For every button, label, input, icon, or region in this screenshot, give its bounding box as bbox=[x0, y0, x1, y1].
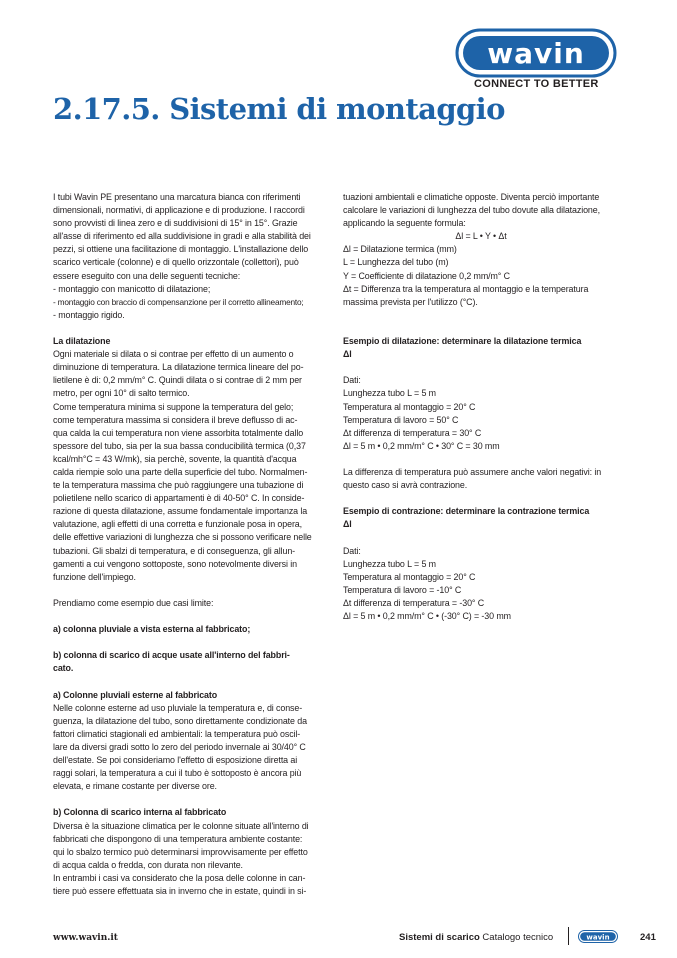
text-line: tuazioni ambientali e climatiche opposte. Diventa perciò importante bbox=[343, 192, 600, 202]
left-column bbox=[53, 191, 329, 898]
text-line: tiere può essere effettuata sia in inverno che in estate, quindi in si- bbox=[53, 885, 307, 896]
text-line: questo caso si avrà contrazione. bbox=[343, 480, 468, 491]
text-line: calcolare le variazioni di lunghezza del tubo dovute alla dilatazione, bbox=[343, 205, 600, 216]
data-line: Dati: bbox=[343, 375, 361, 386]
data-line: Lunghezza tubo L = 5 m bbox=[343, 388, 436, 399]
section-heading: La dilatazione bbox=[53, 336, 111, 347]
data-line: Dati: bbox=[343, 545, 361, 556]
text-line: fattori climatici stagionali ed ambientali: la temperatura può oscil- bbox=[53, 728, 301, 739]
text-line: cato. bbox=[53, 663, 74, 674]
definition-line: Δl = Dilatazione termica (mm) bbox=[343, 244, 457, 255]
section-a-paragraph bbox=[53, 702, 329, 794]
wavin-logo bbox=[455, 28, 617, 78]
text-line: Come temperatura minima si suppone la temperatura del gelo; bbox=[53, 401, 294, 412]
definition-line: Δt = Differenza tra la temperatura al montaggio e la temperatura bbox=[343, 283, 589, 294]
text-line: funzione dell'impiego. bbox=[53, 571, 136, 582]
text-line: diminuzione di temperatura. La dilatazione termica lineare del po- bbox=[53, 362, 304, 373]
definition-line: L = Lunghezza del tubo (m) bbox=[343, 257, 449, 268]
dilatation-formula: Δl = L • Y • Δt bbox=[455, 231, 507, 242]
text-line: tubazioni. Gli sbalzi di temperatura, e di conseguenza, gli allun- bbox=[53, 545, 296, 556]
text-line: elevata, e rimane costante per diverse ore. bbox=[53, 781, 217, 792]
text-line: scarico verticale (colonne) e di quello orizzontale (collettori), può bbox=[53, 257, 299, 268]
list-item: - montaggio con braccio di compensanzione per il corretto allineamento; bbox=[53, 296, 304, 307]
text-line: La differenza di temperatura può assumere anche valori negativi: in bbox=[343, 466, 602, 477]
definition-line: Y = Coefficiente di dilatazione 0,2 mm/m° C bbox=[343, 270, 510, 281]
text-line: raggi solari, la temperatura a cui il tubo è sottoposto è ancora più bbox=[53, 768, 302, 779]
list-item: - montaggio con manicotto di dilatazione; bbox=[53, 283, 211, 294]
formula-intro bbox=[343, 191, 619, 230]
example-dilatation-data bbox=[343, 374, 619, 453]
text-line: Ogni materiale si dilata o si contrae per effetto di un aumento o bbox=[53, 349, 294, 360]
list-item: - montaggio rigido. bbox=[53, 309, 125, 320]
text-line: applicando la seguente formula: bbox=[343, 218, 466, 229]
page-number: 241 bbox=[640, 932, 656, 943]
text-line: come temperatura massima si considera il breve deflusso di ac- bbox=[53, 414, 298, 425]
section-b-paragraph bbox=[53, 820, 329, 899]
right-column bbox=[343, 191, 619, 623]
data-line: Lunghezza tubo L = 5 m bbox=[343, 558, 436, 569]
text-line: dell'estate. Se poi consideriamo l'effetto di esposizione diretta ai bbox=[53, 755, 298, 766]
data-line: Temperatura di lavoro = -10° C bbox=[343, 584, 462, 595]
text-line: b) colonna di scarico di acque usate all'interno del fabbri- bbox=[53, 650, 290, 661]
text-line: Diversa è la situazione climatica per le colonne situate all'interno di bbox=[53, 820, 309, 831]
catalog-subtitle: Catalogo tecnico bbox=[479, 932, 554, 943]
text-line: spessore del tubo, sia per la sua bassa conducibilità termica (0,37 bbox=[53, 440, 306, 451]
data-line: Δl = 5 m • 0,2 mm/m° C • (-30° C) = -30 mm bbox=[343, 611, 511, 621]
case-b-label bbox=[53, 649, 329, 675]
logo-wordmark: wavin bbox=[487, 37, 585, 70]
formula-definitions bbox=[343, 243, 619, 308]
dilatazione-paragraph bbox=[53, 348, 329, 400]
data-line: Temperatura al montaggio = 20° C bbox=[343, 401, 476, 412]
text-line: In entrambi i casi va considerato che la posa delle colonne in can- bbox=[53, 872, 306, 883]
intro-paragraph bbox=[53, 191, 329, 283]
text-line: kcal/mh°C = 43 W/mk), sia perchè, sovente, la quantità d'acqua bbox=[53, 453, 297, 464]
example-contraction-heading bbox=[343, 505, 619, 531]
text-line: essere eseguito con una delle seguenti tecniche: bbox=[53, 270, 241, 281]
text-line: Esempio di dilatazione: determinare la dilatazione termica bbox=[343, 336, 582, 347]
text-line: Prendiamo come esempio due casi limite: bbox=[53, 597, 214, 608]
data-line: Temperatura al montaggio = 20° C bbox=[343, 571, 476, 582]
text-line: dimensionali, normativi, di applicazione e di produzione. I raccordi bbox=[53, 205, 305, 216]
text-line: sono provvisti di linea zero e di suddivisioni di 15° in 15°. Grazie bbox=[53, 218, 298, 229]
text-line: metro, per ogni 10° di salto termico. bbox=[53, 388, 190, 399]
text-line: valutazione, agli effetti di una corretta e funzionale posa in opera, bbox=[53, 519, 303, 530]
catalog-name: Sistemi di scarico bbox=[399, 932, 480, 943]
text-line: Δl bbox=[343, 519, 352, 530]
page-title: 2.17.5. Sistemi di montaggio bbox=[53, 92, 505, 126]
text-line: Esempio di contrazione: determinare la contrazione termica bbox=[343, 506, 590, 517]
footer-logo-wordmark: wavin bbox=[586, 933, 610, 942]
data-line: Δl = 5 m • 0,2 mm/m° C • 30° C = 30 mm bbox=[343, 440, 500, 451]
example-contraction-data bbox=[343, 545, 619, 624]
tagline: CONNECT TO BETTER bbox=[474, 78, 599, 90]
negative-note bbox=[343, 466, 619, 492]
text-line: delle effettive variazioni di lunghezza che si possono verificare nelle bbox=[53, 532, 312, 543]
case-a-label: a) colonna pluviale a vista esterna al fabbricato; bbox=[53, 624, 251, 635]
footer-website-link[interactable]: www.wavin.it bbox=[53, 933, 118, 943]
text-line: te la temperatura massima che può raggiungere una tubazione di bbox=[53, 480, 304, 491]
text-line: all'asse di riferimento ed alla suddivisione in gradi e alla stabilità dei bbox=[53, 231, 311, 242]
footer-divider bbox=[568, 927, 569, 945]
text-line: guenza, la dilatazione del tubo, sono direttamente condizionate da bbox=[53, 715, 307, 726]
text-line: di acqua calda o fredda, con durata non rilevante. bbox=[53, 859, 243, 870]
text-line: qua calda la cui temperatura non viene assorbita totalmente dallo bbox=[53, 427, 304, 438]
temperature-paragraph bbox=[53, 401, 329, 584]
data-line: Δt differenza di temperatura = -30° C bbox=[343, 597, 485, 608]
text-line: qui lo sbalzo termico può determinarsi improvvisamente per effetto bbox=[53, 846, 308, 857]
footer-catalog-title bbox=[399, 932, 553, 943]
text-line: calda riempie solo una parte della superficie del tubo. Normalmen- bbox=[53, 466, 308, 477]
definition-line: massima prevista per l'utilizzo (°C). bbox=[343, 296, 478, 307]
data-line: Δt differenza di temperatura = 30° C bbox=[343, 427, 482, 438]
section-b-heading: b) Colonna di scarico interna al fabbricato bbox=[53, 807, 227, 818]
text-line: razione di questa dilatazione, assume fondamentale importanza la bbox=[53, 506, 308, 517]
text-line: Nelle colonne esterne ad uso pluviale la temperatura e, di conse- bbox=[53, 702, 303, 713]
text-line: gamenti a cui vengono sottoposte, sono notevolmente diversi in bbox=[53, 558, 297, 569]
footer-wavin-logo bbox=[578, 930, 618, 943]
text-line: I tubi Wavin PE presentano una marcatura bianca con riferimenti bbox=[53, 192, 301, 202]
data-line: Temperatura di lavoro = 50° C bbox=[343, 414, 459, 425]
text-line: lare da diversi gradi sotto lo zero del periodo invernale ai 30/40° C bbox=[53, 741, 306, 752]
text-line: Δl bbox=[343, 349, 352, 360]
mounting-list bbox=[53, 283, 329, 322]
text-line: polietilene nello scarico di appartamenti è di 40-50° C. In conside- bbox=[53, 493, 305, 504]
text-line: fabbricati che dispongono di una temperatura ambiente costante: bbox=[53, 833, 303, 844]
section-a-heading: a) Colonne pluviali esterne al fabbricato bbox=[53, 689, 218, 700]
example-dilatation-heading bbox=[343, 335, 619, 361]
text-line: lietilene è di: 0,2 mm/m° C. Quindi dilata o si contrae di 2 mm per bbox=[53, 375, 302, 386]
text-line: pezzi, si ottiene una facilitazione di montaggio. L'installazione dello bbox=[53, 244, 309, 255]
